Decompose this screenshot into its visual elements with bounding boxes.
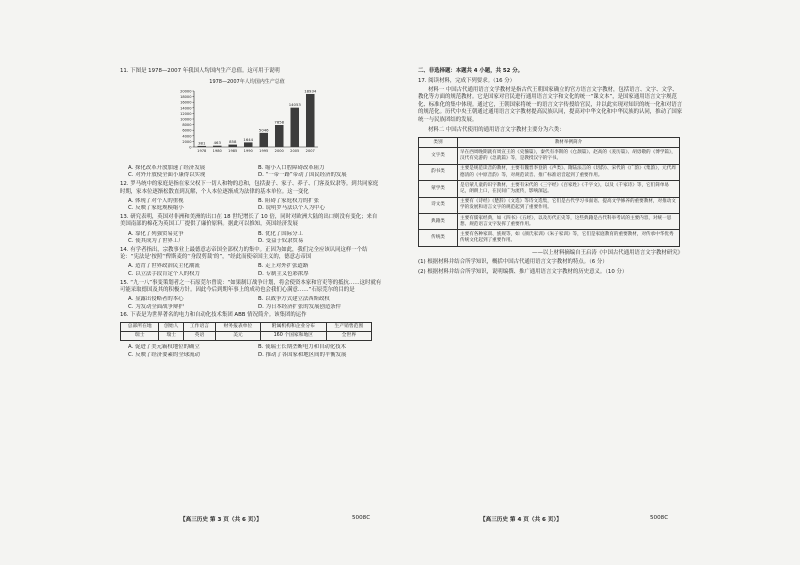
bar bbox=[228, 145, 237, 147]
textbook-header-desc: 教材举例简介 bbox=[458, 138, 680, 148]
textbook-row bbox=[419, 181, 680, 197]
q16-option-b[interactable]: B. 使瑞士长期垄断电力和自动化技术 bbox=[258, 344, 346, 351]
q16-options bbox=[128, 344, 382, 359]
textbook-desc: 主要有儒家经典，如《四书》《五经》，以及历代正史等，这些典籍是古代科举考试的主要内容，对统一思想、规范语言文字发挥了重要作用。 bbox=[458, 214, 680, 230]
chart-title: 1978—2007年人均国内生产总值 bbox=[209, 78, 285, 85]
q12-option-c[interactable]: C. 反映了家庭规模缩小 bbox=[128, 205, 184, 212]
bar bbox=[259, 133, 268, 147]
q16-option-d[interactable]: D. 推动了各国家和地区间的平衡发展 bbox=[258, 351, 347, 358]
q16-header-cell: 创始人 bbox=[159, 323, 184, 332]
y-tick-label: 0 bbox=[189, 145, 192, 150]
y-tick-label: 12000 bbox=[180, 112, 192, 117]
bar-value-label: 14053 bbox=[288, 102, 301, 108]
q16-option-c[interactable]: C. 反映了经济要素的全球流动 bbox=[128, 351, 200, 358]
textbook-desc: 主要有《诗经》《楚辞》《文选》等诗文选集，它们是古代学习书面语、提高文学修养的重要教材，对推动文学的发展和语言文字的规范起到了重要作用。 bbox=[458, 197, 680, 213]
bar-value-label: 5046 bbox=[258, 127, 269, 133]
bar bbox=[290, 108, 299, 147]
bar-value-label: 381 bbox=[198, 140, 206, 146]
q14-option-d[interactable]: D. 专制主义色彩浓厚 bbox=[258, 271, 309, 277]
q15-option-c[interactable]: C. 为发动全面战争辩护 bbox=[128, 303, 184, 310]
q14-option-b[interactable]: B. 走上对外扩张道路 bbox=[258, 263, 309, 270]
bar bbox=[306, 94, 315, 147]
y-tick-label: 2000 bbox=[182, 140, 192, 145]
left-page bbox=[120, 68, 382, 538]
material-one: 材料一 中国古代通用语言文学教材是指古代王朝国家确立的官方语言文字教材，包括语言、文字、文学、教化等方面的规范教材。它是国家对官民进行通用语言文字和文化的统一“课文本”，是国家通用语言文字规范化、标准化的集中体现。通过它，王朝国家将统一的语言文字传授给官民，并以此实现对知识的统一化和对语言的规范化。历代中央王朝通过通用语言文字教材提高民族认同，提高对中华文化和中华民族的认同，推动了国家统一与民族团结的发展。 bbox=[418, 86, 683, 124]
q12-stem: 12. 罗马统中的家庭是指在家父权下一切人和物的总和，包括妻子、家子、养子、门客及奴隶等。到共同家庭时期，家本位逐渐松散直到瓦解，个人本位逐渐成为法律的基本单位。这一变化 bbox=[120, 180, 379, 195]
q11-options bbox=[128, 165, 382, 180]
y-tick-label: 10000 bbox=[180, 117, 192, 122]
q15-stem: 15. “九一八”事变策划者之一石原莞尔曾说：“如果制订战争计划，将会使资本家和官吏等的抵抗……这时就有可能采取德国及其的积极方针。因此今后到期年事上的成功也会我们心满意……”石原莞尔的目的是 bbox=[120, 279, 382, 294]
textbook-header-category: 类别 bbox=[419, 138, 458, 148]
y-tick-label: 14000 bbox=[180, 106, 192, 111]
q17-requirement-1: (1) 根据材料并结合所学知识，概括中国古代通用语言文字教材的特点。（6 分） bbox=[418, 259, 608, 266]
q16-cell: 160 个国家和地区 bbox=[261, 332, 327, 341]
x-tick-label: 2005 bbox=[290, 149, 300, 154]
y-tick-label: 18000 bbox=[180, 95, 192, 100]
textbook-category: 诗文类 bbox=[419, 197, 458, 213]
left-page-footer: 【高三历史 第 3 页（共 6 页）】 bbox=[180, 517, 262, 523]
bar-value-label: 7858 bbox=[274, 119, 285, 125]
q12-options bbox=[128, 198, 382, 213]
bar-value-label: 1644 bbox=[243, 137, 254, 143]
q15-option-d[interactable]: D. 为日本经济扩张的发展创造条件 bbox=[258, 303, 342, 310]
x-tick-label: 1990 bbox=[243, 149, 253, 154]
q16-header-cell: 财务报表单位 bbox=[215, 323, 260, 332]
q16-option-a[interactable]: A. 促进了美元霸权地位的确立 bbox=[128, 344, 200, 351]
bar-value-label: 18934 bbox=[304, 88, 317, 94]
textbook-category: 文字类 bbox=[419, 148, 458, 164]
q16-header-cell: 工作语言 bbox=[184, 323, 216, 332]
bar bbox=[197, 146, 206, 147]
right-page bbox=[418, 68, 683, 538]
q13-option-d[interactable]: D. 受益于奴隶贸易 bbox=[258, 238, 304, 245]
q16-table bbox=[120, 322, 372, 341]
q16-stem: 16. 下表是为世界著名的电力和自动化技术集团 ABB 情况简介。该集团的运作 bbox=[120, 312, 307, 319]
q14-stem: 14. 有学者指出，宗教事业上最德意志帝国全部权力的集中。正因为如此，我们完全应该认同这样一个结论：“宪法是‘按照’‘俾斯麦的’‘身段剪裁’的”，“经此而使帝国主义的，德意志帝国 bbox=[120, 246, 368, 261]
q16-cell: 瑞士 bbox=[121, 332, 159, 341]
q15-option-a[interactable]: A. 显露出侵略者的本心 bbox=[128, 296, 184, 303]
x-tick-label: 1995 bbox=[259, 149, 269, 154]
q11-option-a[interactable]: A. 探化改革开放加速了经济发展 bbox=[128, 164, 206, 171]
y-tick-label: 16000 bbox=[180, 100, 192, 105]
textbook-row bbox=[419, 164, 680, 180]
textbook-category: 蒙学类 bbox=[419, 181, 458, 197]
section-heading: 二、非选择题：本题共 4 小题，共 52 分。 bbox=[418, 68, 524, 74]
q16-cell: 全世界 bbox=[326, 332, 371, 341]
q16-cell: 英语 bbox=[184, 332, 216, 341]
y-tick-label: 8000 bbox=[182, 123, 192, 128]
x-tick-label: 1985 bbox=[228, 149, 238, 154]
textbook-table bbox=[418, 137, 680, 247]
y-tick-label: 4000 bbox=[182, 134, 192, 139]
right-page-footer: 【高三历史 第 4 页（共 6 页）】 bbox=[480, 517, 562, 523]
q16-cell: 美元 bbox=[215, 332, 260, 341]
bar bbox=[244, 143, 253, 148]
bar-value-label: 463 bbox=[213, 140, 221, 146]
bar-value-label: 858 bbox=[229, 139, 237, 145]
q11-stem: 11. 下图是 1978—2007 年我国人均国内生产总值。这可用于说明 bbox=[120, 68, 280, 74]
textbook-category: 韵书类 bbox=[419, 164, 458, 180]
left-page-code: 5008C bbox=[352, 515, 371, 521]
right-page-code: 5008C bbox=[650, 515, 669, 521]
q13-option-b[interactable]: B. 优化了国际分工 bbox=[258, 230, 303, 237]
gdp-chart bbox=[172, 79, 322, 161]
textbook-row bbox=[419, 214, 680, 230]
q14-options bbox=[128, 263, 382, 278]
q16-header-cell: 生产销售范围 bbox=[326, 323, 371, 332]
q16-cell: 瑞士 bbox=[159, 332, 184, 341]
textbook-desc: 主要有各种家训、族规等，如《颜氏家训》《朱子家训》等，它们是家庭教育的重要教材，对传承中华优秀传统文化起到了重要作用。 bbox=[458, 230, 680, 246]
y-tick-label: 20000 bbox=[180, 89, 192, 94]
q13-option-c[interactable]: C. 使其成为了世界工厂 bbox=[128, 238, 184, 245]
textbook-header-row bbox=[419, 138, 680, 148]
q16-header-cell: 附属机构和企业分布 bbox=[261, 323, 327, 332]
q14-option-a[interactable]: A. 造背了世界政治民主化潮流 bbox=[128, 263, 200, 270]
q11-option-b[interactable]: B. 缩小人口腔障碍改革阻力 bbox=[258, 164, 325, 171]
textbook-category: 传统类 bbox=[419, 230, 458, 246]
q12-option-b[interactable]: B. 阻碍了家庭权力的扩张 bbox=[258, 197, 320, 204]
q15-option-b[interactable]: B. 以战争方式建立法西斯政权 bbox=[258, 296, 330, 303]
q11-option-d[interactable]: D. “一带一路”带动了国民经济的发展 bbox=[258, 172, 347, 179]
q13-options bbox=[128, 231, 382, 246]
q16-header-cell: 总部所在地 bbox=[121, 323, 159, 332]
q17-stem: 17. 阅读材料，完成下列要求。（16 分） bbox=[418, 77, 516, 84]
bar-chart-svg bbox=[172, 87, 322, 157]
bar bbox=[213, 146, 222, 147]
textbook-category: 典籍类 bbox=[419, 214, 458, 230]
textbook-row bbox=[419, 148, 680, 164]
textbook-row bbox=[419, 230, 680, 246]
q11-option-c[interactable]: C. 对外开放使全面小康得以实现 bbox=[128, 172, 206, 179]
textbook-desc: 主要是规范读音的教材，主要有魏晋李登的《声类》、隋陆法言的《切韵》、宋代的《广韵》《集韵》，元代周德清的《中原音韵》等，对规范读音、推广标准语音起到了重要作用。 bbox=[458, 164, 680, 180]
material-two: 材料二 中国古代使用的通用语言文字教材主要分为六类： bbox=[428, 126, 565, 133]
q13-option-a[interactable]: A. 靠化了列强贸易竞争 bbox=[128, 230, 184, 237]
q16-header-row bbox=[121, 323, 372, 332]
q17-requirement-2: (2) 根据材料并结合所学知识，说明编撰、推广通用语言文字教材的历史意义。（10 分） bbox=[418, 268, 628, 275]
q12-option-d[interactable]: D. 说明罗马法以个人为中心 bbox=[258, 205, 325, 212]
x-tick-label: 1978 bbox=[197, 149, 207, 154]
q14-option-c[interactable]: C. 以立法手段肯定个人的权力 bbox=[128, 271, 200, 277]
q15-options bbox=[128, 296, 382, 311]
x-tick-label: 2000 bbox=[274, 149, 284, 154]
x-tick-label: 2007 bbox=[305, 149, 315, 154]
y-tick-label: 6000 bbox=[182, 128, 192, 133]
q12-option-a[interactable]: A. 体现了对个人的重视 bbox=[128, 197, 184, 204]
bar bbox=[275, 125, 284, 147]
textbook-row bbox=[419, 197, 680, 213]
material-source: ——以上材料摘编自王启涛《中国古代通用语言文字教材研究》 bbox=[532, 249, 683, 256]
q13-stem: 13. 研究表明，英国对非洲和美洲的出口在 18 世纪增长了 10 倍，同时对欧洲大陆的出口则没有变化；来自美国南部的棉花为英国工厂提供了廉价原料。据此可以推知，英国经济发展 bbox=[120, 213, 378, 228]
textbook-desc: 是启蒙儿童的识字教材，主要有宋代的《三字经》《百家姓》《千字文》，以及《千家诗》等，它们简单易记，朗朗上口，在民间广为流传，影响深远。 bbox=[458, 181, 680, 197]
textbook-desc: 早在西周晚期就有周宣王的《史籀篇》，秦代有李斯的《仓颉篇》、赵高的《爰历篇》、胡毋敬的《博学篇》，汉代有史游的《急就篇》等，是教授汉字的字书。 bbox=[458, 148, 680, 164]
q16-data-row bbox=[121, 332, 372, 341]
x-tick-label: 1980 bbox=[212, 149, 222, 154]
